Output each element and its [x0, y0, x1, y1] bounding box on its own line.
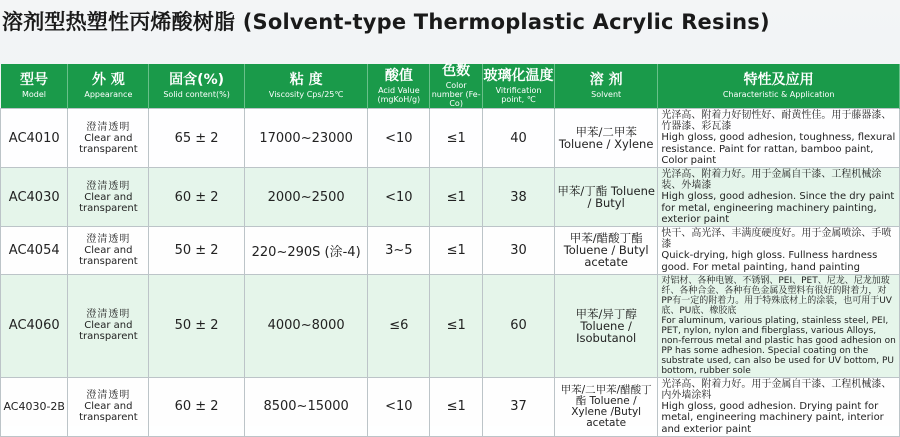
solvent-cell: 甲苯/醋酸丁酯 Toluene / Butyl acetate [554, 227, 657, 275]
table-row [1, 377, 900, 436]
appearance-cell: 澄清透明 Clear and transparent [68, 274, 149, 377]
resin-spec-table [0, 64, 900, 437]
appearance-cell: 澄清透明 Clear and transparent [68, 377, 149, 436]
header-model: 型号 Model [1, 64, 68, 109]
header-characteristic: 特性及应用 Characteristic & Application [658, 64, 900, 109]
tg-cell: 60 [483, 274, 555, 377]
header-solvent: 溶 剂 Solvent [554, 64, 657, 109]
tg-cell: 30 [483, 227, 555, 275]
page-title: 溶剂型热塑性丙烯酸树脂 (Solvent-type Thermoplastic Acrylic Resins) [2, 10, 770, 34]
solvent-cell: 甲苯/异丁醇 Toluene / Isobutanol [554, 274, 657, 377]
color-number-cell: ≤1 [430, 168, 483, 227]
viscosity-cell: 220~290S (涂-4) [244, 227, 368, 275]
tg-cell: 37 [483, 377, 555, 436]
header-tg: 玻璃化温度 Vitrification point, ℃ [483, 64, 555, 109]
model-cell: AC4054 [1, 227, 68, 275]
appearance-cell: 澄清透明 Clear and transparent [68, 168, 149, 227]
model-cell: AC4060 [1, 274, 68, 377]
solid-content-cell: 50 ± 2 [149, 227, 245, 275]
table-row [1, 274, 900, 377]
model-cell: AC4010 [1, 109, 68, 168]
solid-content-cell: 65 ± 2 [149, 109, 245, 168]
viscosity-cell: 17000~23000 [244, 109, 368, 168]
header-acid-value: 酸值 Acid Value (mgKoH/g) [368, 64, 430, 109]
tg-cell: 38 [483, 168, 555, 227]
solid-content-cell: 60 ± 2 [149, 168, 245, 227]
solvent-cell: 甲苯/二甲苯 Toluene / Xylene [554, 109, 657, 168]
model-cell: AC4030-2B [1, 377, 68, 436]
characteristic-cell: 光泽高、附着力好韧性好、耐黄性佳。用于藤器漆、竹器漆、彩瓦漆 High gloss, good adhesion, toughness, flexural resistance. Paint for rattan, bamboo paint, Color paint [658, 109, 900, 168]
color-number-cell: ≤1 [430, 377, 483, 436]
solid-content-cell: 60 ± 2 [149, 377, 245, 436]
viscosity-cell: 4000~8000 [244, 274, 368, 377]
header-color-number: 色数 Color number (Fe-Co) [431, 63, 481, 108]
acid-value-cell: 3~5 [368, 227, 430, 275]
characteristic-cell: 光泽高、附着力好。用于金属自干漆、工程机械涂装、外墙漆 High gloss, good adhesion. Since the dry paint for metal, engineering machinery painting, exterior paint [658, 168, 900, 227]
color-number-cell: ≤1 [430, 227, 483, 275]
color-number-cell: ≤1 [430, 274, 483, 377]
solvent-cell: 甲苯/丁酯 Toluene / Butyl [554, 168, 657, 227]
table-row [1, 109, 900, 168]
characteristic-cell: 光泽高、附着力好。用于金属自干漆、工程机械漆、内外墙涂料 High gloss, good adhesion. Drying paint for metal, engineering machinery paint, interior and exterior paint [658, 377, 900, 436]
viscosity-cell: 2000~2500 [244, 168, 368, 227]
acid-value-cell: ≤6 [368, 274, 430, 377]
header-appearance: 外 观 Appearance [68, 64, 149, 109]
header-viscosity: 粘 度 Viscosity Cps/25℃ [244, 64, 368, 109]
acid-value-cell: <10 [368, 377, 430, 436]
model-cell: AC4030 [1, 168, 68, 227]
solvent-cell: 甲苯/二甲苯/醋酸丁酯 Toluene / Xylene /Butyl acetate [554, 377, 657, 436]
tg-cell: 40 [483, 109, 555, 168]
header-row [1, 64, 900, 109]
characteristic-cell: 对铝材、各种电镀、不锈钢、PEI、PET、尼龙、尼龙加玻纤、各种合金、各种有色金属及塑料有很好的附着力，对PP有一定的附着力。用于特殊底材上的涂装，也可用于UV底、PU底、橡胶底 For aluminum, various plating, stainless steel, PEI, PET, nylon, nylon and fiberglass, various Alloys, non-ferrous metal and plastic has good adhesion on PP has some adhesion. Special coating on the substrate used, can also be used for UV bottom, PU bottom, rubber sole [658, 274, 900, 377]
header-solid-content: 固含(%) Solid content(%) [149, 64, 245, 109]
appearance-cell: 澄清透明 Clear and transparent [68, 227, 149, 275]
table-row [1, 168, 900, 227]
appearance-cell: 澄清透明 Clear and transparent [68, 109, 149, 168]
characteristic-cell: 快干、高光泽、丰满度硬度好。用于金属喷涂、手喷漆 Quick-drying, high gloss. Fullness hardness good. For metal painting, hand painting [658, 227, 900, 275]
viscosity-cell: 8500~15000 [244, 377, 368, 436]
acid-value-cell: <10 [368, 109, 430, 168]
acid-value-cell: <10 [368, 168, 430, 227]
table-row [1, 227, 900, 275]
solid-content-cell: 50 ± 2 [149, 274, 245, 377]
color-number-cell: ≤1 [430, 109, 483, 168]
